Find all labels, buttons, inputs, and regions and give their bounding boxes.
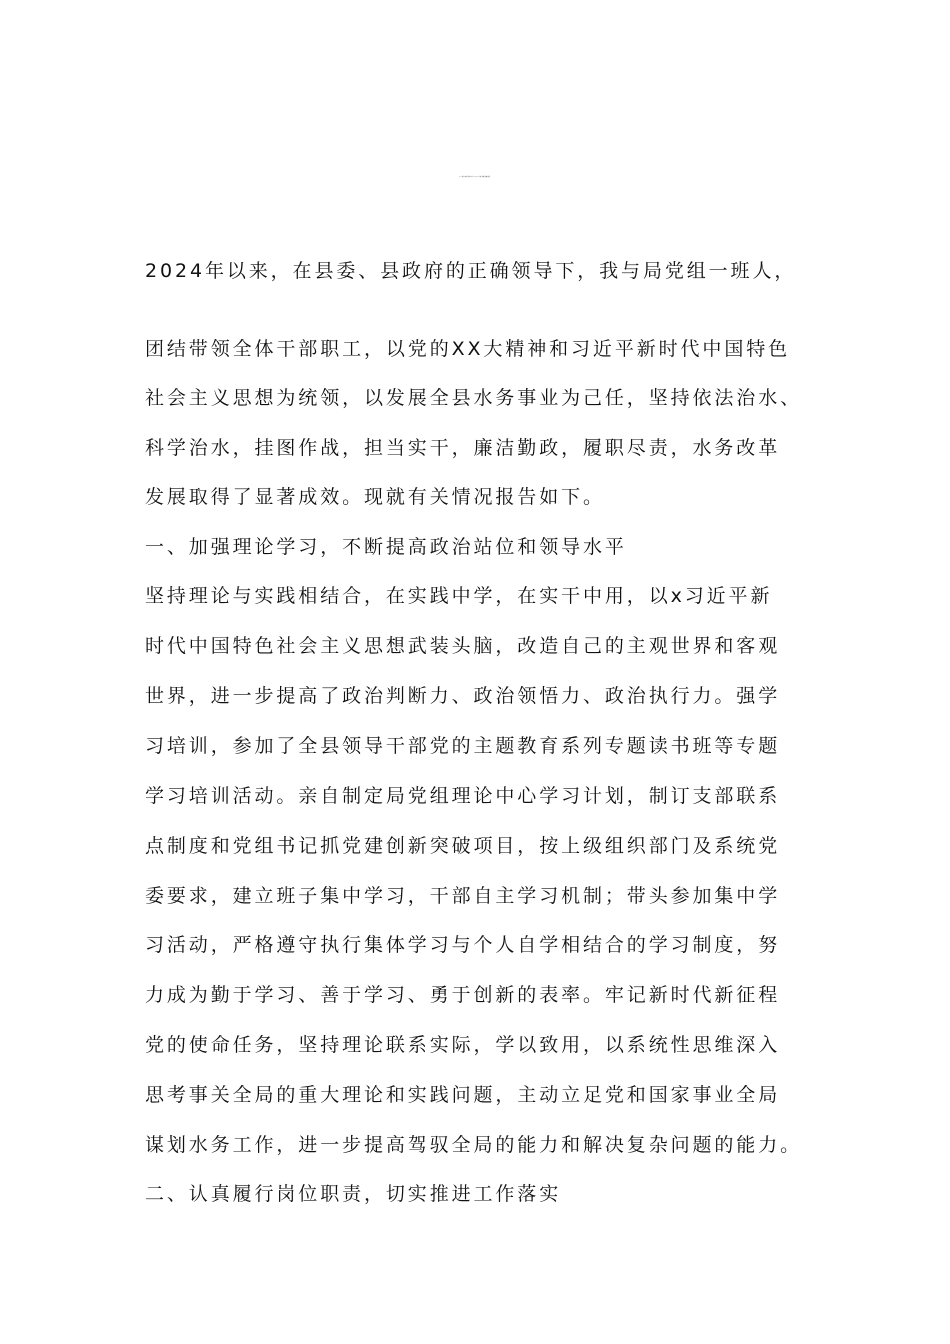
- paragraph-line: 坚持理论与实践相结合，在实践中学，在实干中用，以x习近平新: [145, 585, 773, 607]
- paragraph-line: 团结带领全体干部职工，以党的XX大精神和习近平新时代中国特色: [145, 338, 791, 360]
- paragraph-line: 委要求，建立班子集中学习，干部自主学习机制；带头参加集中学: [145, 885, 781, 907]
- paragraph-line: 力成为勤于学习、善于学习、勇于创新的表率。牢记新时代新征程: [145, 984, 781, 1006]
- section-heading: 二、认真履行岗位职责，切实推进工作落实: [145, 1183, 562, 1205]
- paragraph-line: 学习培训活动。亲自制定局党组理论中心学习计划，制订支部联系: [145, 785, 781, 807]
- paragraph-line: 世界，进一步提高了政治判断力、政治领悟力、政治执行力。强学: [145, 685, 781, 707]
- paragraph-line: 科学治水，挂图作战，担当实干，廉洁勤政，履职尽责，水务改革: [145, 437, 781, 459]
- section-heading: 一、加强理论学习，不断提高政治站位和领导水平: [145, 536, 627, 558]
- paragraph-line: 思考事关全局的重大理论和实践问题，主动立足党和国家事业全局: [145, 1084, 781, 1106]
- paragraph-line: 习活动，严格遵守执行集体学习与个人自学相结合的学习制度，努: [145, 934, 781, 956]
- paragraph-line: 时代中国特色社会主义思想武装头脑，改造自己的主观世界和客观: [145, 635, 781, 657]
- paragraph-line: 社会主义思想为统领，以发展全县水务事业为己任，坚持依法治水、: [145, 387, 803, 409]
- paragraph-line: 党的使命任务，坚持理论联系实际，学以致用，以系统性思维深入: [145, 1034, 781, 1056]
- paragraph-line: 习培训，参加了全县领导干部党的主题教育系列专题读书班等专题: [145, 735, 781, 757]
- paragraph-line: 发展取得了显著成效。现就有关情况报告如下。: [145, 486, 605, 508]
- paragraph-line: 谋划水务工作，进一步提高驾驭全局的能力和解决复杂问题的能力。: [145, 1134, 803, 1156]
- paragraph-line: 点制度和党组书记抓党建创新突破项目，按上级组织部门及系统党: [145, 835, 781, 857]
- document-title: XX县水务局党组书记2024年度述职述廉报告: [459, 177, 491, 178]
- paragraph-line: 2024年以来，在县委、县政府的正确领导下，我与局党组一班人，: [145, 260, 797, 282]
